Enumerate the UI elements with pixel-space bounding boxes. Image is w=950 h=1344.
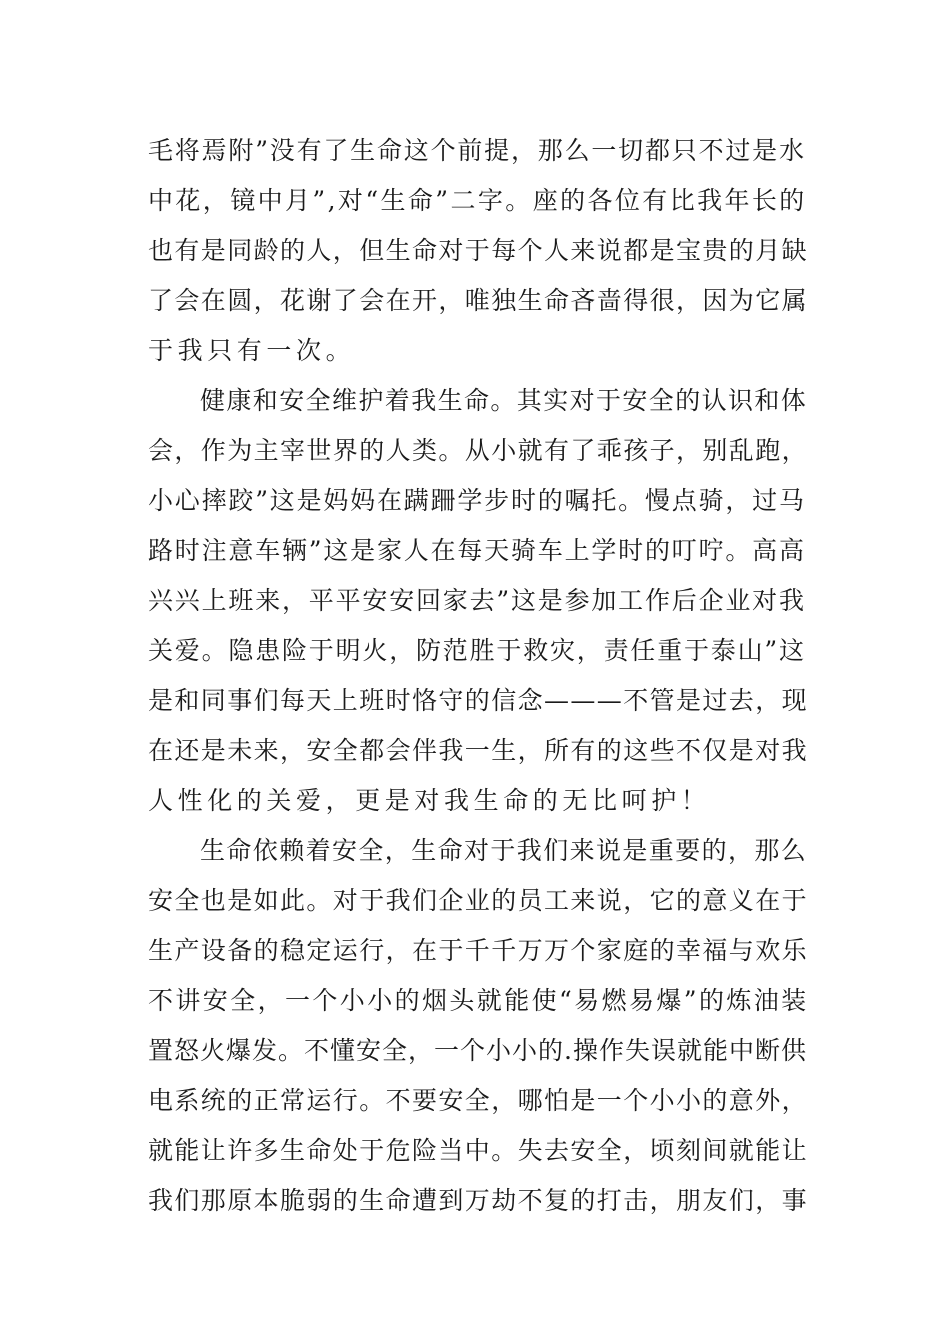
text-line: 电系统的正常运行。不要安全，哪怕是一个小小的意外， <box>148 1086 809 1115</box>
text-line: 也有是同龄的人，但生命对于每个人来说都是宝贵的月缺 <box>148 236 809 265</box>
text-line: 是和同事们每天上班时恪守的信念———不管是过去，现 <box>148 686 809 715</box>
text-line: 关爱。隐患险于明火，防范胜于救灾，责任重于泰山”这 <box>148 636 806 665</box>
text-line: 毛将焉附”没有了生命这个前提，那么一切都只不过是水 <box>148 136 806 165</box>
text-line: 安全也是如此。对于我们企业的员工来说，它的意义在于 <box>148 886 809 915</box>
text-line: 我们那原本脆弱的生命遭到万劫不复的打击，朋友们，事 <box>148 1186 809 1215</box>
text-line: 小心摔跤”这是妈妈在蹒跚学步时的嘱托。慢点骑，过马 <box>148 486 806 515</box>
text-line: 不讲安全，一个小小的烟头就能使“易燃易爆”的炼油装 <box>148 986 809 1015</box>
text-line: 就能让许多生命处于危险当中。失去安全，顷刻间就能让 <box>148 1136 809 1165</box>
text-line: 路时注意车辆”这是家人在每天骑车上学时的叮咛。高高 <box>148 536 806 565</box>
text-line: 置怒火爆发。不懂安全，一个小小的.操作失误就能中断供 <box>148 1036 807 1065</box>
text-line: 了会在圆，花谢了会在开，唯独生命吝啬得很，因为它属 <box>148 286 809 315</box>
paragraph-first-line: 健康和安全维护着我生命。其实对于安全的认识和体 <box>200 386 808 415</box>
text-line: 中花，镜中月”,对“生命”二字。座的各位有比我年长的 <box>148 186 807 215</box>
paragraph-first-line: 生命依赖着安全，生命对于我们来说是重要的，那么 <box>200 836 808 865</box>
text-line: 在还是未来，安全都会伴我一生，所有的这些不仅是对我 <box>148 736 809 765</box>
text-line: 兴兴上班来，平平安安回家去”这是参加工作后企业对我 <box>148 586 806 615</box>
text-line: 人性化的关爱，更是对我生命的无比呵护！ <box>148 786 711 815</box>
text-line: 于我只有一次。 <box>148 336 356 365</box>
text-line: 生产设备的稳定运行，在于千千万万个家庭的幸福与欢乐 <box>148 936 809 965</box>
text-line: 会，作为主宰世界的人类。从小就有了乖孩子，别乱跑， <box>148 436 809 465</box>
